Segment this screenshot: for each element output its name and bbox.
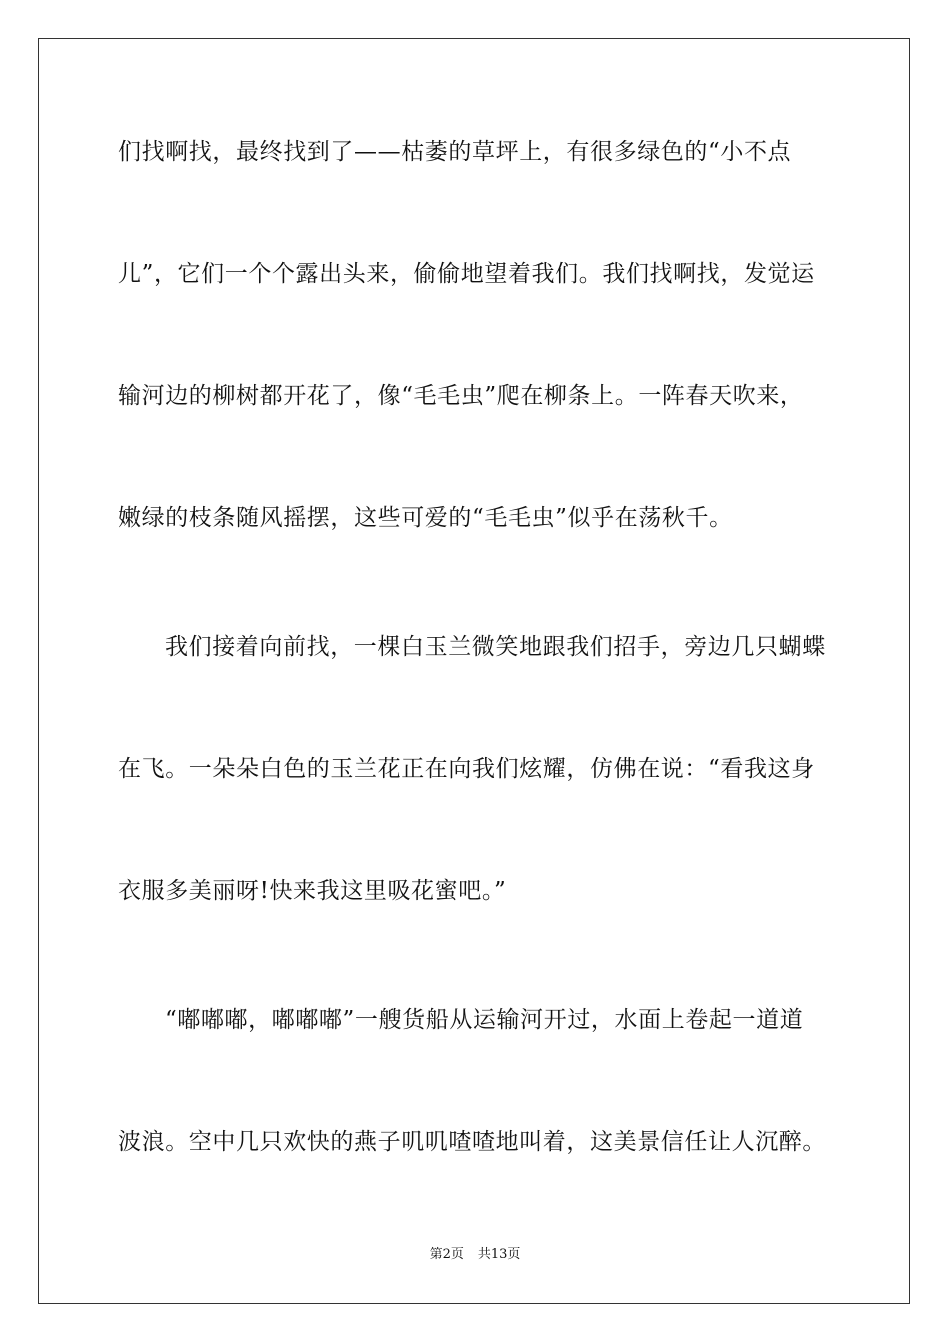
paragraph-line-7: 衣服多美丽呀!快来我这里吸花蜜吧。”	[118, 878, 507, 904]
paragraph-line-4: 嫩绿的枝条随风摇摆，这些可爱的“毛毛虫”似乎在荡秋千。	[118, 505, 733, 531]
page-footer	[0, 1246, 950, 1264]
total-pages: 共13页	[477, 1247, 521, 1262]
page-number: 第2页	[429, 1247, 464, 1262]
paragraph-line-5: 我们接着向前找，一棵白玉兰微笑地跟我们招手，旁边几只蝴蝶	[165, 634, 826, 660]
paragraph-line-2: 儿”，它们一个个露出头来，偷偷地望着我们。我们找啊找，发觉运	[118, 261, 815, 287]
page-border	[38, 38, 910, 1304]
paragraph-line-3: 输河边的柳树都开花了，像“毛毛虫”爬在柳条上。一阵春天吹来，	[118, 383, 804, 409]
paragraph-line-8: “嘟嘟嘟，嘟嘟嘟”一艘货船从运输河开过，水面上卷起一道道	[165, 1007, 804, 1033]
paragraph-line-6: 在飞。一朵朵白色的玉兰花正在向我们炫耀，仿佛在说：“看我这身	[118, 756, 815, 782]
paragraph-line-1: 们找啊找，最终找到了——枯萎的草坪上，有很多绿色的“小不点	[118, 139, 792, 165]
paragraph-line-9: 波浪。空中几只欢快的燕子叽叽喳喳地叫着，这美景信任让人沉醉。	[118, 1129, 826, 1155]
